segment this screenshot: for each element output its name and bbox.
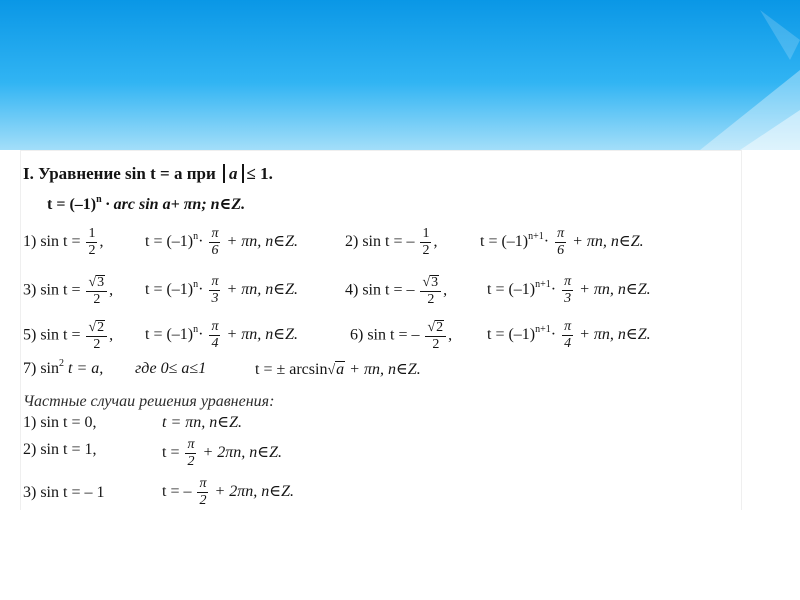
general-solution-formula — [47, 194, 246, 213]
case-3 — [23, 275, 113, 307]
case-2-solution — [480, 227, 644, 258]
solution-prefix: t = (–1) — [487, 326, 536, 344]
special-cases-heading: Частные случаи решения уравнения: — [23, 393, 275, 410]
pi-fraction — [209, 275, 220, 306]
fraction-denominator: 2 — [93, 337, 101, 352]
solution-exponent: n+1 — [535, 324, 551, 336]
square-root: √ 3 — [422, 275, 439, 290]
fraction-denominator: 2 — [432, 337, 440, 352]
case-1-label: 1) sin t = — [23, 233, 85, 251]
fraction-denominator: 3 — [564, 291, 572, 306]
fraction-denominator: 4 — [211, 336, 219, 351]
solution-tail: + πn, n∈Z. — [226, 326, 299, 344]
abs-value-expression — [223, 164, 244, 183]
pi-fraction — [209, 320, 220, 351]
dot: · — [550, 281, 557, 299]
fraction-denominator: 2 — [199, 493, 207, 508]
fraction-numerator: π — [211, 226, 219, 241]
solution-tail: + πn, n∈Z. — [579, 326, 651, 344]
radicand: a — [336, 361, 345, 378]
case-2-label: 2) sin t = – — [345, 233, 415, 251]
case-5 — [23, 320, 113, 352]
separator: , — [109, 281, 114, 299]
square-root: √ a — [327, 361, 345, 378]
case-7-label-rest: t = a, — [64, 360, 104, 377]
radicand: 3 — [431, 275, 439, 290]
fraction-numerator: π — [557, 226, 565, 241]
case-7 — [23, 358, 104, 377]
case-4 — [345, 275, 447, 307]
solution-prefix: t = (–1) — [145, 326, 194, 344]
radicand: 3 — [97, 275, 105, 290]
solution-exponent: n — [193, 231, 199, 243]
pi-fraction — [555, 227, 566, 258]
separator: , — [433, 233, 438, 251]
case-3-solution — [145, 275, 298, 306]
case-3-fraction — [86, 275, 107, 307]
solution-tail: + πn, n∈Z. — [226, 233, 299, 251]
fraction-numerator: π — [199, 476, 207, 491]
separator: , — [448, 326, 453, 344]
case-7-solution — [255, 361, 421, 378]
solution-exponent: n+1 — [528, 231, 544, 243]
case-6-label: 6) sin t = – — [350, 326, 420, 344]
fraction-denominator: 6 — [211, 243, 219, 258]
solution-prefix: t = (–1) — [487, 281, 536, 299]
section-title-text: I. Уравнение sin t = a при — [23, 164, 216, 183]
dot: · — [543, 233, 550, 251]
solution-exponent: n — [193, 279, 199, 291]
fraction-denominator: 4 — [564, 336, 572, 351]
separator: , — [99, 233, 104, 251]
case-7-label: 7) sin — [23, 360, 59, 377]
case-6-solution — [487, 320, 651, 351]
solution-prefix: t = — [162, 444, 184, 462]
condition-text: ≤ 1. — [246, 164, 273, 183]
special-case-3-label: 3) sin t = – 1 — [23, 484, 105, 501]
dot: · — [198, 326, 204, 344]
fraction-numerator: π — [187, 437, 195, 452]
general-formula-text: t = (–1) — [47, 196, 97, 213]
dot: · — [550, 326, 557, 344]
case-5-label: 5) sin t = — [23, 326, 85, 344]
dot: · — [198, 233, 204, 251]
dot: · — [198, 281, 204, 299]
case-2-fraction — [420, 227, 431, 258]
fraction-numerator: π — [211, 319, 219, 334]
special-case-1-solution: t = πn, n∈Z. — [162, 414, 242, 431]
separator: , — [443, 281, 448, 299]
fraction-denominator: 2 — [88, 243, 96, 258]
fraction-denominator: 2 — [422, 243, 430, 258]
special-case-2-solution — [162, 438, 282, 469]
solution-tail: + πn, n∈Z. — [226, 281, 299, 299]
pi-fraction — [562, 275, 573, 306]
slide-footer-area — [0, 510, 800, 600]
case-7-condition: где 0≤ a≤1 — [135, 360, 207, 377]
solution-prefix: t = ± arcsin — [255, 361, 328, 378]
sin-exponent: 2 — [59, 358, 64, 369]
pi-fraction — [209, 227, 220, 258]
pi-fraction — [197, 477, 208, 508]
decorative-arrow-shapes — [0, 0, 800, 150]
slide-header-band — [0, 0, 800, 150]
case-1-solution — [145, 227, 298, 258]
pi-fraction — [562, 320, 573, 351]
solution-tail: + πn, n∈Z. — [579, 281, 651, 299]
separator: , — [109, 326, 114, 344]
square-root: √ 2 — [427, 320, 444, 335]
special-case-1-label: 1) sin t = 0, — [23, 414, 97, 431]
pi-fraction — [185, 438, 196, 469]
square-root: √ 3 — [88, 275, 105, 290]
radicand: 2 — [97, 320, 105, 335]
case-4-fraction — [420, 275, 441, 307]
solution-prefix: t = (–1) — [145, 233, 194, 251]
general-formula-exponent: n — [96, 194, 102, 205]
fraction-numerator: π — [564, 319, 572, 334]
case-5-solution — [145, 320, 298, 351]
case-1-fraction — [86, 227, 97, 258]
fraction-numerator: π — [211, 274, 219, 289]
scanned-textbook-page — [20, 150, 742, 513]
fraction-numerator: 1 — [422, 226, 430, 241]
case-4-solution — [487, 275, 651, 306]
fraction-denominator: 3 — [211, 291, 219, 306]
fraction-denominator: 2 — [93, 292, 101, 307]
special-case-2-label: 2) sin t = 1, — [23, 441, 97, 458]
fraction-denominator: 6 — [557, 243, 565, 258]
solution-prefix: t = (–1) — [480, 233, 529, 251]
solution-tail: + πn, n∈Z. — [349, 361, 421, 378]
case-2 — [345, 227, 437, 258]
solution-prefix: t = (–1) — [145, 281, 194, 299]
section-title — [23, 165, 273, 182]
radicand: 2 — [436, 320, 444, 335]
case-6-fraction — [425, 320, 446, 352]
abs-variable: a — [229, 164, 238, 183]
case-1 — [23, 227, 103, 258]
case-5-fraction — [86, 320, 107, 352]
fraction-denominator: 2 — [187, 454, 195, 469]
fraction-denominator: 2 — [427, 292, 435, 307]
solution-exponent: n+1 — [535, 279, 551, 291]
solution-tail: + 2πn, n∈Z. — [202, 444, 283, 462]
fraction-numerator: π — [564, 274, 572, 289]
case-6 — [350, 320, 452, 352]
solution-prefix: t = – — [162, 483, 192, 501]
solution-tail: + 2πn, n∈Z. — [214, 483, 295, 501]
fraction-numerator: 1 — [88, 226, 96, 241]
case-3-label: 3) sin t = — [23, 281, 85, 299]
square-root: √ 2 — [88, 320, 105, 335]
general-formula-rest: · arc sin a+ πn; n∈Z. — [105, 196, 246, 213]
solution-exponent: n — [193, 324, 199, 336]
case-4-label: 4) sin t = – — [345, 281, 415, 299]
special-case-3-solution — [162, 477, 294, 508]
solution-tail: + πn, n∈Z. — [572, 233, 644, 251]
